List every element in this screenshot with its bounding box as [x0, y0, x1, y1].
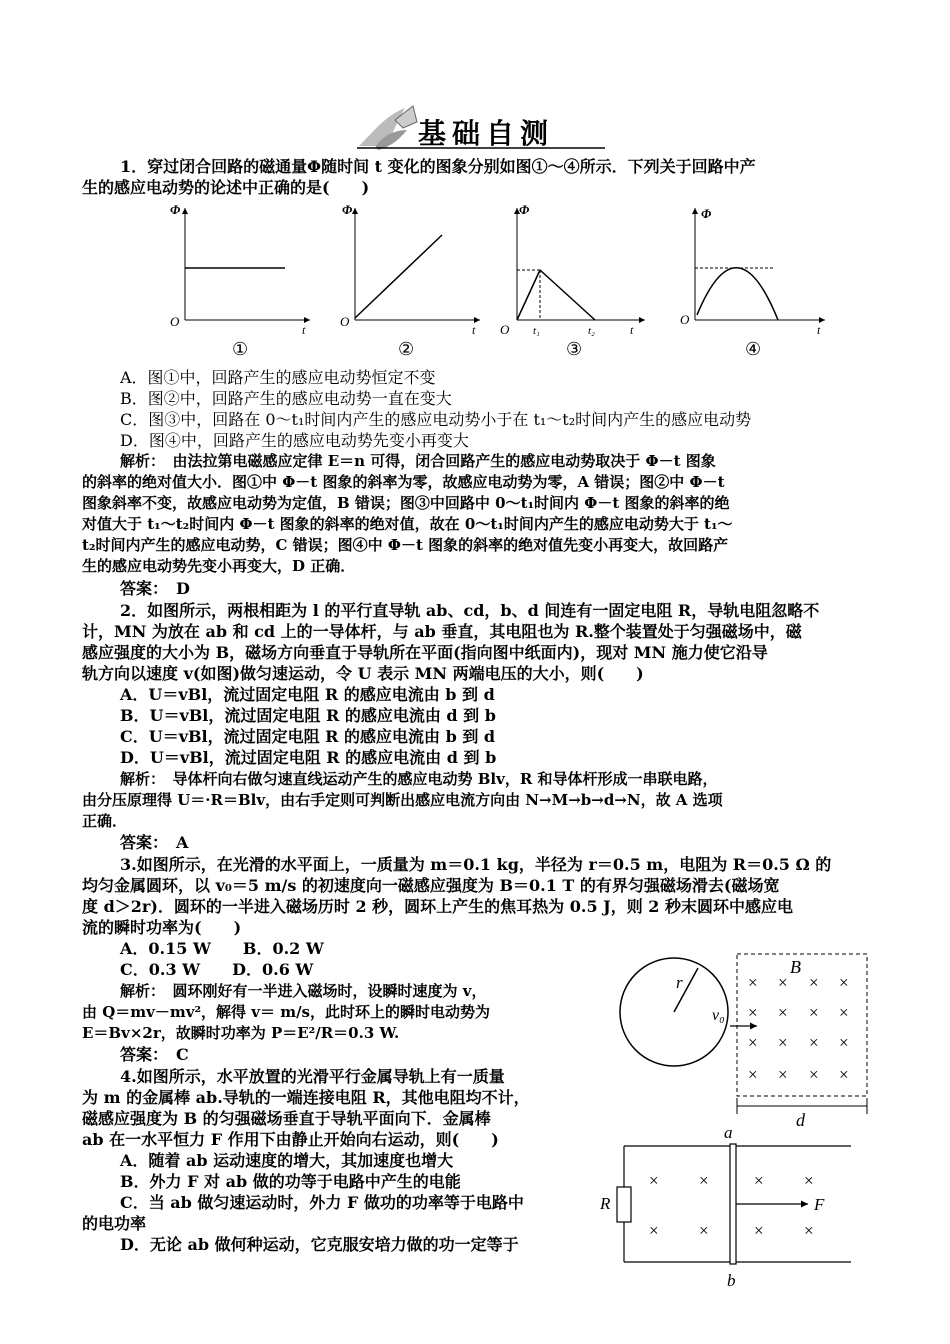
- graph-label: ①: [232, 339, 249, 359]
- q1-analysis: t₂时间内产生的感应电动势，C 错误；图④中 Φ－t 图象的斜率的绝对值先变小再变大，故回路产: [82, 536, 729, 554]
- q2-stem: 感应强度的大小为 B，磁场方向垂直于导轨所在平面(指向图中纸面内)，现对 MN 施力使它沿导: [82, 643, 768, 662]
- rod-bottom-label: b: [727, 1271, 736, 1290]
- q2-analysis: 解析： 导体杆向右做匀速直线运动产生的感应电动势 Blv，R 和导体杆形成一串联电路，: [120, 770, 718, 788]
- resistor: [617, 1187, 631, 1222]
- q3-stem: 流的瞬时功率为( ): [82, 918, 242, 937]
- axis-x-label: t: [472, 323, 476, 337]
- q4-option: D．无论 ab 做何种运动，它克服安培力做的功一定等于: [120, 1235, 519, 1254]
- axis-x-label: t: [817, 323, 821, 337]
- svg-text:×: ×: [839, 1065, 849, 1084]
- svg-text:×: ×: [809, 973, 819, 992]
- svg-text:×: ×: [839, 1003, 849, 1022]
- q2-answer: 答案： A: [120, 833, 189, 852]
- graph-2: [340, 202, 480, 359]
- q1-stem-line: 生的感应电动势的论述中正确的是( ): [82, 178, 370, 197]
- svg-text:×: ×: [778, 1033, 788, 1052]
- origin-label: O: [500, 322, 510, 337]
- svg-text:×: ×: [649, 1221, 659, 1240]
- q3-answer: 答案： C: [120, 1045, 189, 1064]
- graph-label: ④: [745, 339, 762, 359]
- graph-1: [170, 202, 310, 359]
- q4-figure: [596, 1122, 858, 1292]
- svg-text:×: ×: [839, 1033, 849, 1052]
- rod-top-label: a: [724, 1123, 733, 1142]
- q2-stem: 轨方向以速度 v(如图)做匀速运动，令 U 表示 MN 两端电压的大小，则( ): [82, 664, 644, 683]
- velocity-label: v₀: [712, 1007, 725, 1024]
- q3-option: A．0.15 W B．0.2 W: [120, 939, 324, 958]
- graph-3: [500, 202, 645, 359]
- graph-label: ②: [398, 339, 415, 359]
- radius-label: r: [676, 973, 683, 992]
- q3-analysis: 解析： 圆环刚好有一半进入磁场时，设瞬时速度为 v，: [120, 982, 487, 1000]
- q2-stem: 计，MN 为放在 ab 和 cd 上的一导体杆，与 ab 垂直，其电阻也为 R.整个装置处于匀强磁场中，磁: [82, 622, 802, 641]
- q2-option: D．U＝vBl，流过固定电阻 R 的感应电流由 d 到 b: [120, 748, 497, 767]
- q4-option: C．当 ab 做匀速运动时，外力 F 做功的功率等于电路中: [120, 1193, 524, 1212]
- q1-analysis: 的斜率的绝对值大小．图①中 Φ－t 图象的斜率为零，故感应电动势为零，A 错误；图②中 Φ－t: [82, 473, 725, 491]
- q4-option: 的电功率: [82, 1214, 147, 1233]
- q4-stem: 磁感应强度为 B 的匀强磁场垂直于导轨平面向下．金属棒: [82, 1109, 491, 1128]
- svg-text:×: ×: [748, 1065, 758, 1084]
- q3-option: C．0.3 W D．0.6 W: [120, 960, 314, 979]
- q4-stem: ab 在一水平恒力 F 作用下由静止开始向右运动，则( ): [82, 1130, 499, 1149]
- metal-rod: [730, 1144, 736, 1264]
- q4-stem: 为 m 的金属棒 ab.导轨的一端连接电阻 R，其他电阻均不计，: [82, 1088, 530, 1107]
- axis-y-label: Φ: [342, 202, 353, 217]
- svg-text:×: ×: [699, 1221, 709, 1240]
- q1-option: C．图③中，回路在 0～t₁时间内产生的感应电动势小于在 t₁～t₂时间内产生的感应电动势: [120, 410, 752, 429]
- q3-stem: 3.如图所示，在光滑的水平面上，一质量为 m＝0.1 kg，半径为 r＝0.5 m，电阻为 R＝0.5 Ω 的: [120, 855, 832, 874]
- axis-y-label: Φ: [701, 206, 712, 221]
- t2-label: t₂: [588, 325, 595, 337]
- resistor-label: R: [600, 1194, 611, 1213]
- axis-x-label: t: [630, 323, 634, 337]
- q3-stem: 均匀金属圆环，以 v₀＝5 m/s 的初速度向一磁感应强度为 B＝0.1 T 的有界匀强磁场滑去(磁场宽: [82, 876, 780, 895]
- field-crosses: [748, 973, 849, 1084]
- section-title: 基础自测: [418, 117, 555, 150]
- svg-text:×: ×: [748, 1033, 758, 1052]
- svg-text:×: ×: [809, 1033, 819, 1052]
- q4-stem: 4.如图所示，水平放置的光滑平行金属导轨上有一质量: [120, 1067, 505, 1086]
- q1-graphs: [160, 200, 840, 365]
- q1-answer: 答案： D: [120, 579, 190, 598]
- q2-stem: 2．如图所示，两根相距为 l 的平行直导轨 ab、cd，b、d 间连有一固定电阻 R，导轨电阻忽略不: [120, 601, 820, 620]
- graph-4: [680, 206, 825, 359]
- svg-text:×: ×: [778, 1065, 788, 1084]
- t1-label: t₁: [533, 325, 540, 337]
- origin-label: O: [340, 314, 350, 329]
- q1-option: A．图①中，回路产生的感应电动势恒定不变: [120, 368, 436, 387]
- q2-analysis: 正确．: [82, 812, 128, 830]
- q1-analysis: 图象斜率不变，故感应电动势为定值，B 错误；图③中回路中 0～t₁时间内 Φ－t 图象的斜率的绝: [82, 494, 730, 512]
- q1-analysis: 生的感应电动势先变小再变大，D 正确．: [82, 557, 356, 575]
- force-label: F: [814, 1195, 825, 1214]
- svg-text:×: ×: [754, 1221, 764, 1240]
- axis-y-label: Φ: [170, 202, 181, 217]
- q2-option: C．U＝vBl，流过固定电阻 R 的感应电流由 b 到 d: [120, 727, 496, 746]
- svg-text:×: ×: [809, 1065, 819, 1084]
- svg-text:×: ×: [778, 973, 788, 992]
- svg-text:×: ×: [748, 973, 758, 992]
- svg-text:×: ×: [748, 1003, 758, 1022]
- q3-stem: 度 d＞2r)．圆环的一半进入磁场历时 2 秒，圆环上产生的焦耳热为 0.5 J，则 2 秒末圆环中感应电: [82, 897, 793, 916]
- svg-text:×: ×: [804, 1221, 814, 1240]
- axis-y-label: Φ: [519, 202, 530, 217]
- svg-text:×: ×: [699, 1171, 709, 1190]
- svg-text:×: ×: [839, 973, 849, 992]
- svg-text:×: ×: [809, 1003, 819, 1022]
- q3-figure: [612, 948, 874, 1130]
- q1-analysis: 解析： 由法拉第电磁感应定律 E＝n 可得，闭合回路产生的感应电动势取决于 Φ－t 图象: [120, 452, 716, 470]
- q1-stem-line: 1．穿过闭合回路的磁通量Φ随时间 t 变化的图象分别如图①～④所示．下列关于回路中产: [120, 157, 756, 176]
- origin-label: O: [680, 312, 690, 327]
- q4-option: A．随着 ab 运动速度的增大，其加速度也增大: [120, 1151, 454, 1170]
- q4-option: B．外力 F 对 ab 做的功等于电路中产生的电能: [120, 1172, 461, 1191]
- q1-option: D．图④中，回路产生的感应电动势先变小再变大: [120, 431, 469, 450]
- q2-option: A．U＝vBl，流过固定电阻 R 的感应电流由 b 到 d: [120, 685, 495, 704]
- svg-text:×: ×: [804, 1171, 814, 1190]
- q1-analysis: 对值大于 t₁～t₂时间内 Φ－t 图象的斜率的绝对值，故在 0～t₁时间内产生的感应电动势大于 t₁～: [82, 515, 733, 533]
- field-label: B: [790, 957, 801, 977]
- width-label: d: [796, 1110, 805, 1130]
- origin-label: O: [170, 314, 180, 329]
- graph-label: ③: [566, 339, 583, 359]
- svg-text:×: ×: [778, 1003, 788, 1022]
- axis-x-label: t: [302, 323, 306, 337]
- svg-text:×: ×: [649, 1171, 659, 1190]
- q1-option: B．图②中，回路产生的感应电动势一直在变大: [120, 389, 452, 408]
- svg-text:×: ×: [754, 1171, 764, 1190]
- q3-analysis: 由 Q＝mv－mv²，解得 v＝ m/s，此时环上的瞬时电动势为: [82, 1003, 490, 1021]
- q2-analysis: 由分压原理得 U＝·R＝Blv，由右手定则可判断出感应电流方向由 N→M→b→d→N，故 A 选项: [82, 791, 723, 809]
- q2-option: B．U＝vBl，流过固定电阻 R 的感应电流由 d 到 b: [120, 706, 496, 725]
- q3-analysis: E＝Bv×2r，故瞬时功率为 P＝E²/R＝0.3 W.: [82, 1024, 400, 1042]
